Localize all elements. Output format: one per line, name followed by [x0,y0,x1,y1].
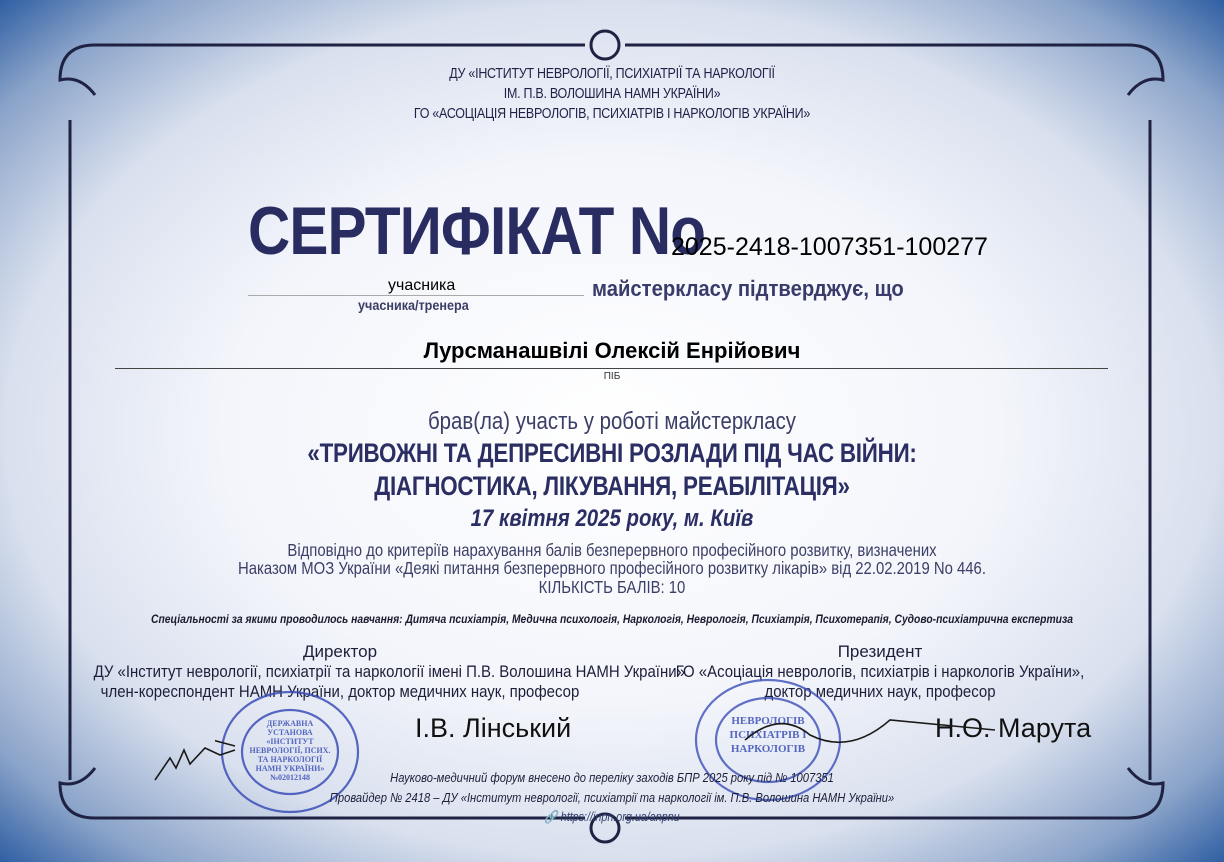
right-signer-org: ГО «Асоціація неврологів, психіатрів і наркологів України», [675,662,1085,681]
svg-text:«ІНСТИТУТ: «ІНСТИТУТ [266,737,314,746]
role-underline [248,295,584,296]
masterclass-title-line-1: «ТРИВОЖНІ ТА ДЕПРЕСИВНІ РОЗЛАДИ ПІД ЧАС ВІЙНИ: [307,438,917,468]
person-name: Лурсманашвілі Олексій Енрійович [423,338,801,363]
link-icon: 🔗 [544,810,558,824]
right-signature-scribble [740,700,1000,760]
org-line-3: ГО «АСОЦІАЦІЯ НЕВРОЛОГІВ, ПСИХІАТРІВ І НАРКОЛОГІВ УКРАЇНИ» [413,106,811,122]
role-value: учасника [388,277,456,294]
specialties-text: Спеціальності за якими проводилось навчання: Дитяча психіатрія, Медична психологія, Наркологія, Неврологія, Психіатрія, Психотерапія, Судово-психіатрична експертиза [151,612,1073,626]
left-signer-title: член-кореспондент НАМН України, доктор медичних наук, професор [100,682,580,701]
footer-link[interactable] [86,810,1139,825]
certificate-title: СЕРТИФІКАТ No [248,193,706,269]
date-place: 17 квітня 2025 року, м. Київ [470,505,754,532]
name-underline [115,368,1108,369]
role-label: учасника/тренера [358,297,469,313]
right-signer-role: Президент [837,642,923,661]
org-line-1: ДУ «ІНСТИТУТ НЕВРОЛОГІЇ, ПСИХІАТРІЇ ТА НАРКОЛОГІЇ [449,66,775,82]
masterclass-title-line-2: ДІАГНОСТИКА, ЛІКУВАННЯ, РЕАБІЛІТАЦІЯ» [374,471,850,501]
svg-text:№02012148: №02012148 [269,773,311,782]
svg-text:УСТАНОВА: УСТАНОВА [267,728,313,737]
left-signer-role: Директор [302,642,378,661]
left-signer-org: ДУ «Інститут неврології, психіатрії та наркології імені П.В. Волошина НАМН України» [93,662,685,681]
right-signer-name: Н.О. Марута [935,713,1092,743]
svg-text:ПСИХІАТРІВ І: ПСИХІАТРІВ І [729,729,807,741]
criteria-line-2: Наказом МОЗ України «Деякі питання безперервного професійного розвитку лікарів» від 22.02.2019 No 446. [238,558,986,578]
points-text: КІЛЬКІСТЬ БАЛІВ: 10 [538,577,686,597]
criteria-line-1: Відповідно до критеріїв нарахування балів безперервного професійного розвитку, визначених [287,540,937,560]
svg-text:НЕВРОЛОГІВ: НЕВРОЛОГІВ [731,715,805,727]
confirms-text: майстеркласу підтверджує, що [592,276,904,301]
org-line-2: ІМ. П.В. ВОЛОШИНА НАМН УКРАЇНИ» [503,86,721,102]
left-signer-name: І.В. Лінський [415,713,572,743]
svg-text:ТА НАРКОЛОГІЇ: ТА НАРКОЛОГІЇ [257,755,323,764]
name-label: ПІБ [603,371,621,382]
provider-note: Провайдер № 2418 – ДУ «Інститут неврології, психіатрії та наркології ім. П.В. Волошина НАМН України» [329,790,895,805]
certificate-number: 2025-2418-1007351-100277 [671,233,988,261]
footer-url: https://inpn.org.ua/anpnu [560,810,680,824]
right-signer-title: доктор медичних наук, професор [764,682,996,701]
svg-text:НАМН УКРАЇНИ»: НАМН УКРАЇНИ» [255,764,325,773]
svg-text:НЕВРОЛОГІЇ, ПСИХ.: НЕВРОЛОГІЇ, ПСИХ. [249,746,331,755]
participation-text: брав(ла) участь у роботі майстеркласу [428,408,796,435]
forum-note: Науково-медичний форум внесено до переліку заходів БПР 2025 року під № 1007351 [390,770,834,785]
svg-text:ДЕРЖАВНА: ДЕРЖАВНА [266,719,314,728]
svg-text:НАРКОЛОГІВ: НАРКОЛОГІВ [730,743,806,755]
